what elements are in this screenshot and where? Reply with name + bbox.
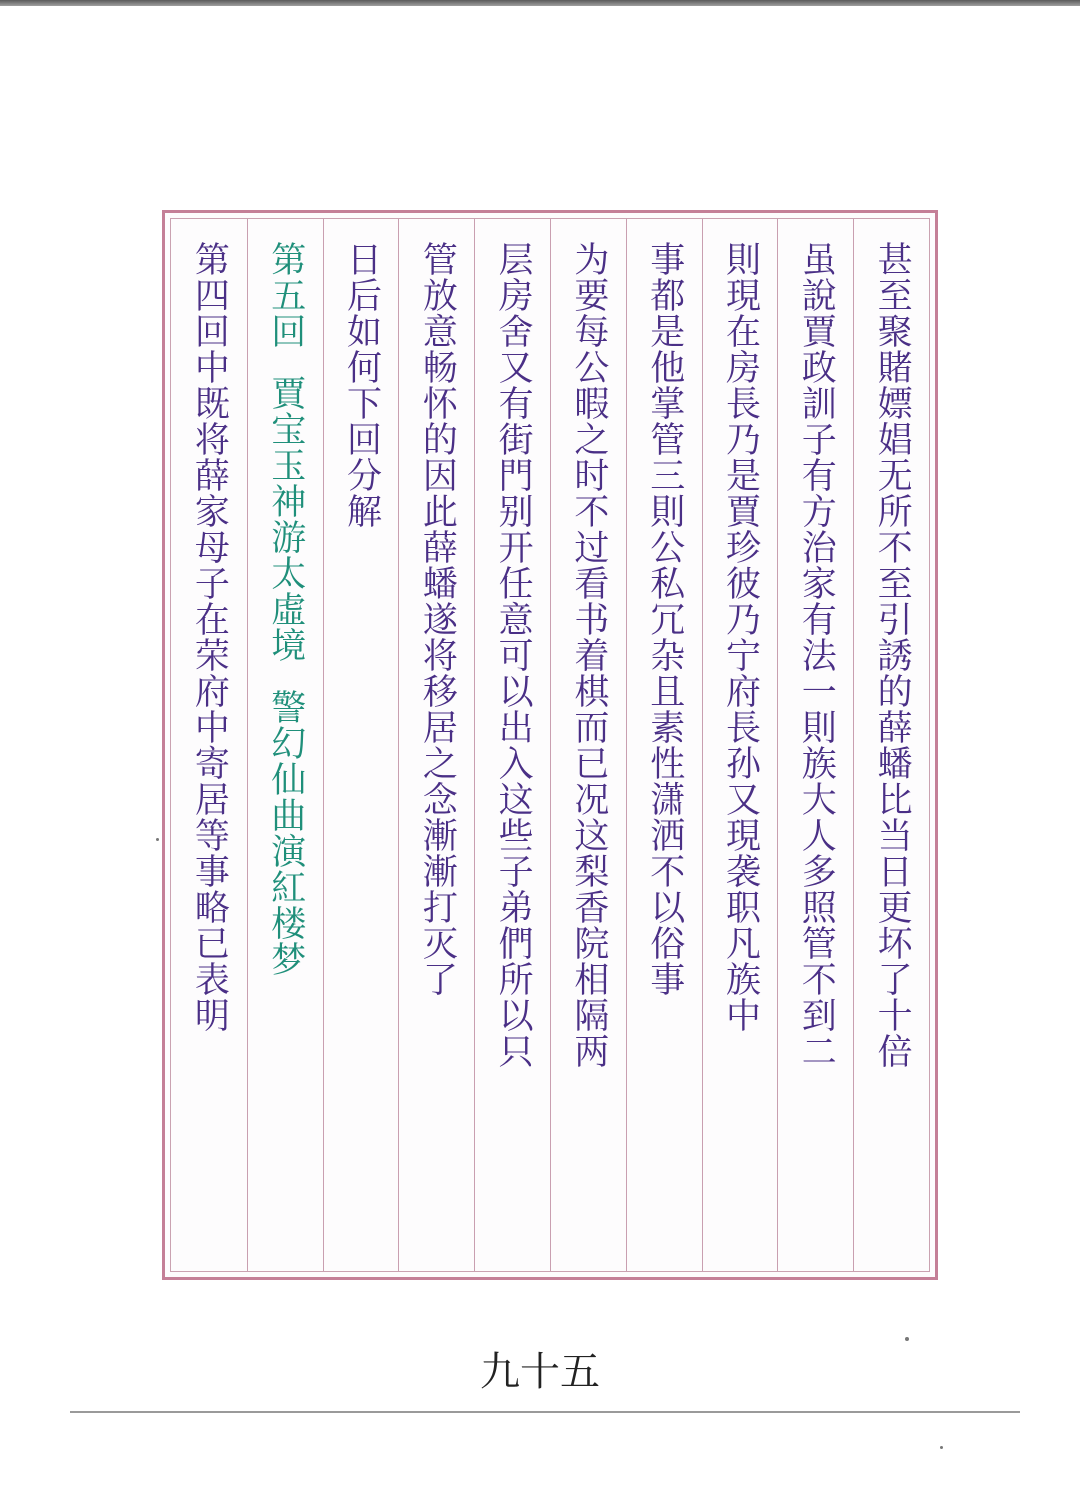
column-1 <box>853 219 929 1271</box>
chapter-heading <box>265 241 306 1271</box>
column-7 <box>398 219 474 1271</box>
column-8 <box>323 219 399 1271</box>
column-text: 甚至聚賭嫖娼无所不至引誘的薛蟠比当日更坏了十倍 <box>872 241 913 1069</box>
column-6 <box>474 219 550 1271</box>
column-4 <box>626 219 702 1271</box>
column-10 <box>171 219 247 1271</box>
scan-speck <box>156 838 159 841</box>
chapter-number: 第五回 <box>265 241 306 349</box>
column-3 <box>702 219 778 1271</box>
column-text: 管放意畅怀的因此薛蟠遂将移居之念漸漸打灭了 <box>417 241 458 997</box>
scan-edge <box>0 0 1080 6</box>
column-text: 日后如何下回分解 <box>341 241 382 529</box>
column-text: 第四回中既将薛家母子在荣府中寄居等事略已表明 <box>189 241 230 1033</box>
chapter-title-line-2: 警幻仙曲演紅楼梦 <box>265 689 306 977</box>
sheet-inner-border <box>170 218 930 1272</box>
column-text: 虽說賈政訓子有方治家有法一則族大人多照管不到二 <box>796 241 837 1069</box>
bottom-rule <box>70 1411 1020 1413</box>
scan-speck <box>940 1446 943 1449</box>
manuscript-sheet <box>162 210 938 1280</box>
column-text: 为要每公暇之时不过看书着棋而已况这梨香院相隔两 <box>568 241 609 1069</box>
chapter-heading-column <box>247 219 323 1271</box>
column-text: 层房舍又有街門别开任意可以出入这些子弟們所以只 <box>493 241 534 1069</box>
chapter-title-line-1: 賈宝玉神游太虛境 <box>265 375 306 663</box>
column-text: 則現在房長乃是賈珍彼乃宁府長孙又現袭职凡族中 <box>720 241 761 1033</box>
scan-speck <box>905 1337 909 1341</box>
page-number: 九十五 <box>480 1349 600 1395</box>
column-2 <box>777 219 853 1271</box>
text-columns <box>171 219 929 1271</box>
column-text: 事都是他掌管三則公私冗杂且素性潇洒不以俗事 <box>644 241 685 997</box>
column-5 <box>550 219 626 1271</box>
